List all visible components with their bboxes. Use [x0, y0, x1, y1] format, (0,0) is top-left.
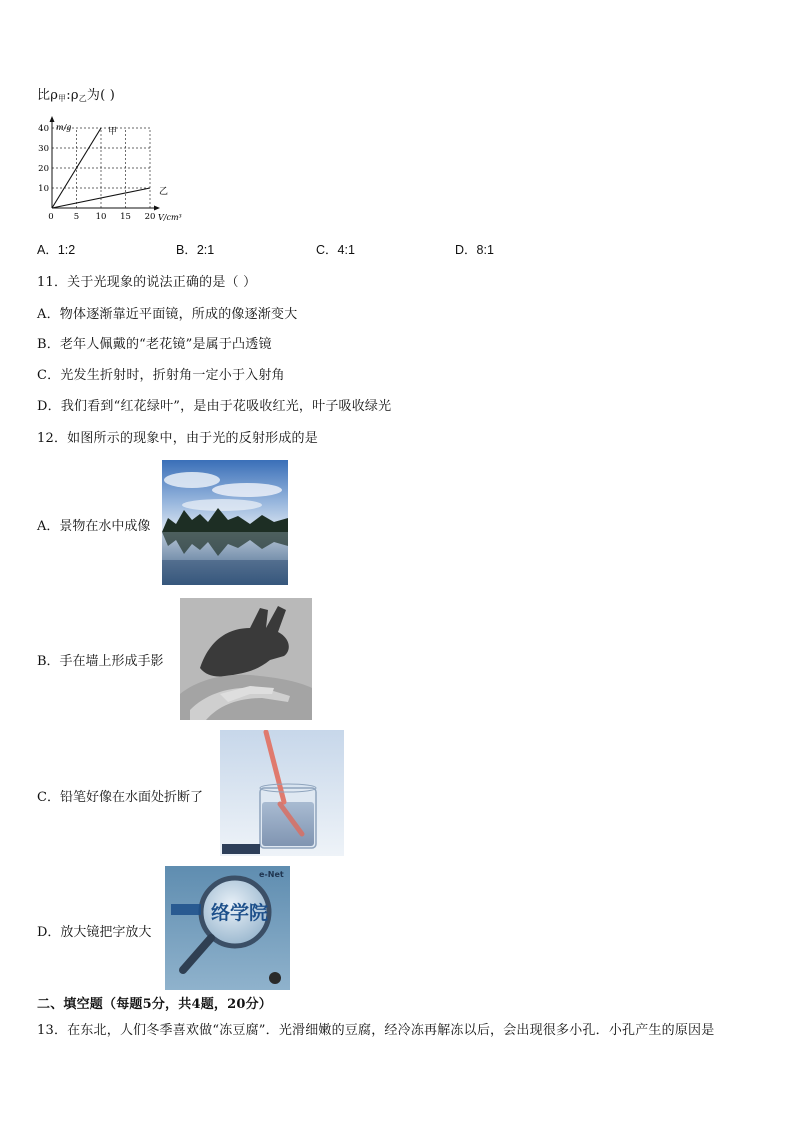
q10-option-c[interactable]: C．4:1 [316, 243, 355, 257]
q11-option-c[interactable]: C．光发生折射时，折射角一定小于入射角 [37, 368, 285, 383]
graph-x-axis-label: V/cm³ [158, 213, 182, 222]
q10-option-a[interactable]: A．1:2 [37, 243, 76, 257]
q10-sub-a: 甲 [58, 94, 67, 103]
x-tick-label-10: 10 [95, 212, 107, 222]
q12-option-b-label[interactable]: B．手在墙上形成手影 [37, 654, 164, 669]
q12-option-d-image [165, 866, 290, 990]
section-2-heading: 二、填空题（每题5分，共4题，20分） [37, 997, 272, 1012]
q10-stem-prefix: 比ρ [37, 88, 59, 103]
q10-colon-rho: :ρ [66, 88, 79, 103]
magnifier-image [165, 866, 290, 990]
y-tick-label-10: 10 [38, 184, 49, 194]
q11-option-b[interactable]: B．老年人佩戴的“老花镜”是属于凸透镜 [37, 337, 272, 352]
q13-stem: 13．在东北，人们冬季喜欢做“冻豆腐”．光滑细嫩的豆腐，经冷冻再解冻以后，会出现很多小孔．小孔产生的原因是 [37, 1023, 715, 1038]
q12-option-c-image [220, 730, 344, 856]
pencil-in-glass-image [220, 730, 344, 856]
q11-option-a[interactable]: A．物体逐渐靠近平面镜，所成的像逐渐变大 [37, 307, 298, 322]
y-tick-label-30: 30 [38, 144, 49, 154]
q12-stem: 12．如图所示的现象中，由于光的反射形成的是 [37, 431, 318, 446]
q12-option-b-image [180, 598, 312, 720]
q10-stem [37, 84, 115, 104]
q11-option-d[interactable]: D．我们看到“红花绿叶”，是由于花吸收红光，叶子吸收绿光 [37, 399, 392, 414]
y-tick-label-20: 20 [38, 164, 49, 174]
graph-series-label-jia: 甲 [108, 127, 118, 137]
q11-stem: 11．关于光现象的说法正确的是（ ） [37, 275, 257, 290]
q10-stem-suffix: 为( ) [86, 88, 115, 103]
y-axis-arrow [50, 116, 55, 122]
q12-option-d-label[interactable]: D．放大镜把字放大 [37, 925, 152, 940]
q10-mass-volume-graph [30, 110, 190, 228]
magnifier-text: 络学院 [211, 902, 269, 924]
x-tick-label-0: 0 [48, 212, 54, 222]
graph-series-label-yi: 乙 [159, 187, 169, 197]
magnifier-corner-text: e-Net [259, 870, 284, 879]
q10-option-d[interactable]: D．8:1 [455, 243, 494, 257]
x-tick-label-5: 5 [73, 212, 80, 222]
q10-sub-b: 乙 [78, 94, 87, 103]
lake-reflection-image [162, 460, 288, 585]
graph-grid [52, 128, 150, 208]
q10-option-b[interactable]: B．2:1 [176, 243, 215, 257]
hand-shadow-image [180, 598, 312, 720]
y-tick-label-40: 40 [38, 124, 49, 134]
q12-option-c-label[interactable]: C．铅笔好像在水面处折断了 [37, 790, 203, 805]
x-tick-label-15: 15 [120, 212, 131, 222]
q12-option-a-label[interactable]: A．景物在水中成像 [37, 519, 151, 534]
x-tick-label-20: 20 [144, 212, 156, 222]
q12-option-a-image [162, 460, 288, 585]
x-axis-arrow [154, 206, 160, 211]
graph-y-axis-label: m/g [56, 123, 72, 132]
